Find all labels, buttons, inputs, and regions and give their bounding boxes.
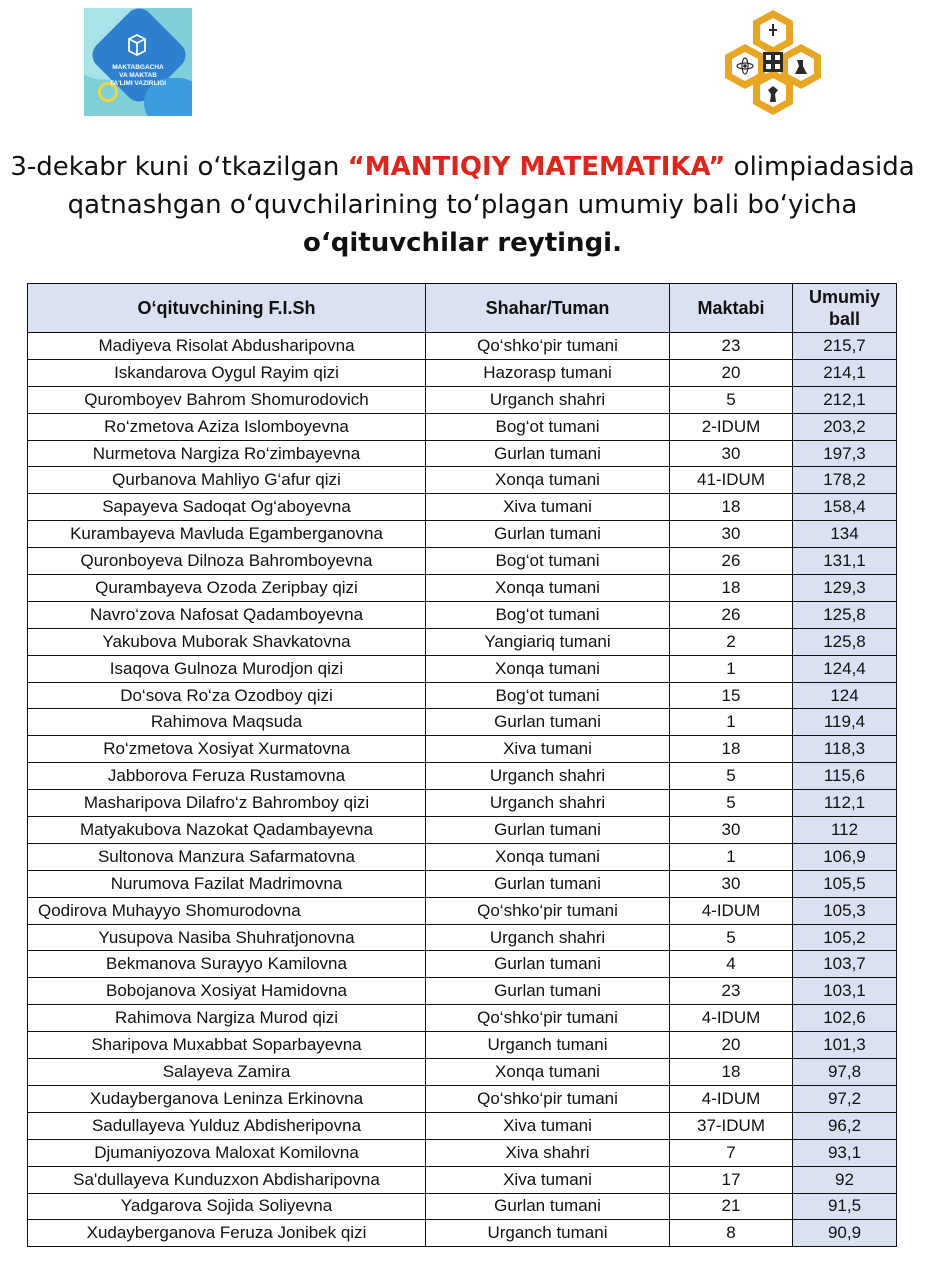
honeycomb-science-emblem-icon bbox=[723, 8, 823, 116]
score-cell: 90,9 bbox=[793, 1220, 897, 1247]
school-cell: 37-IDUM bbox=[670, 1112, 793, 1139]
table-row bbox=[28, 1032, 897, 1059]
district-cell: Yangiariq tumani bbox=[426, 628, 670, 655]
teacher-name-cell: Ro‘zmetova Xosiyat Xurmatovna bbox=[28, 736, 426, 763]
teacher-name-cell: Do‘sova Ro‘za Ozodboy qizi bbox=[28, 682, 426, 709]
table-row bbox=[28, 817, 897, 844]
score-cell: 197,3 bbox=[793, 440, 897, 467]
score-cell: 134 bbox=[793, 521, 897, 548]
table-row bbox=[28, 682, 897, 709]
score-cell: 105,3 bbox=[793, 897, 897, 924]
teacher-name-cell: Sa'dullayeva Kunduzxon Abdisharipovna bbox=[28, 1166, 426, 1193]
school-cell: 1 bbox=[670, 843, 793, 870]
score-cell: 97,2 bbox=[793, 1085, 897, 1112]
teacher-name-cell: Qurbanova Mahliyo G‘afur qizi bbox=[28, 467, 426, 494]
school-cell: 5 bbox=[670, 763, 793, 790]
table-row bbox=[28, 601, 897, 628]
district-cell: Urganch shahri bbox=[426, 386, 670, 413]
title-suffix: olimpiadasida bbox=[725, 152, 915, 182]
school-cell: 30 bbox=[670, 817, 793, 844]
district-cell: Gurlan tumani bbox=[426, 951, 670, 978]
district-cell: Gurlan tumani bbox=[426, 870, 670, 897]
score-cell: 119,4 bbox=[793, 709, 897, 736]
table-row bbox=[28, 709, 897, 736]
school-cell: 21 bbox=[670, 1193, 793, 1220]
table-row bbox=[28, 575, 897, 602]
district-cell: Qo‘shko‘pir tumani bbox=[426, 333, 670, 360]
score-cell: 215,7 bbox=[793, 333, 897, 360]
school-cell: 7 bbox=[670, 1139, 793, 1166]
score-cell: 178,2 bbox=[793, 467, 897, 494]
ministry-logo bbox=[84, 8, 192, 116]
district-cell: Urganch tumani bbox=[426, 1220, 670, 1247]
table-row bbox=[28, 628, 897, 655]
table-row bbox=[28, 1085, 897, 1112]
logo-text-line: TA'LIMI VAZIRLIGI bbox=[109, 80, 167, 87]
score-cell: 93,1 bbox=[793, 1139, 897, 1166]
school-cell: 1 bbox=[670, 655, 793, 682]
score-cell: 158,4 bbox=[793, 494, 897, 521]
teacher-name-cell: Djumaniyozova Maloxat Komilovna bbox=[28, 1139, 426, 1166]
teacher-name-cell: Yadgarova Sojida Soliyevna bbox=[28, 1193, 426, 1220]
header-district: Shahar/Tuman bbox=[426, 284, 670, 333]
score-cell: 115,6 bbox=[793, 763, 897, 790]
district-cell: Xiva tumani bbox=[426, 1112, 670, 1139]
table-row bbox=[28, 978, 897, 1005]
score-cell: 129,3 bbox=[793, 575, 897, 602]
title-line-1 bbox=[0, 148, 925, 186]
teacher-name-cell: Qurambayeva Ozoda Zeripbay qizi bbox=[28, 575, 426, 602]
school-cell: 26 bbox=[670, 548, 793, 575]
logo-text bbox=[84, 64, 192, 88]
school-cell: 18 bbox=[670, 575, 793, 602]
table-row bbox=[28, 951, 897, 978]
score-cell: 97,8 bbox=[793, 1059, 897, 1086]
district-cell: Urganch shahri bbox=[426, 924, 670, 951]
district-cell: Bog‘ot tumani bbox=[426, 601, 670, 628]
district-cell: Gurlan tumani bbox=[426, 709, 670, 736]
school-cell: 23 bbox=[670, 333, 793, 360]
district-cell: Gurlan tumani bbox=[426, 440, 670, 467]
score-cell: 92 bbox=[793, 1166, 897, 1193]
table-row bbox=[28, 897, 897, 924]
district-cell: Gurlan tumani bbox=[426, 521, 670, 548]
table-row bbox=[28, 924, 897, 951]
school-cell: 4 bbox=[670, 951, 793, 978]
district-cell: Xonqa tumani bbox=[426, 467, 670, 494]
score-cell: 212,1 bbox=[793, 386, 897, 413]
school-cell: 18 bbox=[670, 494, 793, 521]
district-cell: Xiva shahri bbox=[426, 1139, 670, 1166]
district-cell: Xiva tumani bbox=[426, 1166, 670, 1193]
district-cell: Qo‘shko‘pir tumani bbox=[426, 1085, 670, 1112]
table-row bbox=[28, 1112, 897, 1139]
teacher-name-cell: Nurumova Fazilat Madrimovna bbox=[28, 870, 426, 897]
header-teacher-name: O‘qituvchining F.I.Sh bbox=[28, 284, 426, 333]
table-row bbox=[28, 1166, 897, 1193]
district-cell: Urganch tumani bbox=[426, 1032, 670, 1059]
teacher-name-cell: Jabborova Feruza Rustamovna bbox=[28, 763, 426, 790]
district-cell: Xonqa tumani bbox=[426, 1059, 670, 1086]
district-cell: Xonqa tumani bbox=[426, 843, 670, 870]
title-line-2: qatnashgan o‘quvchilarining to‘plagan umumiy bali bo‘yicha bbox=[67, 190, 858, 220]
teacher-name-cell: Yakubova Muborak Shavkatovna bbox=[28, 628, 426, 655]
teacher-name-cell: Quronboyeva Dilnoza Bahromboyevna bbox=[28, 548, 426, 575]
district-cell: Bog‘ot tumani bbox=[426, 548, 670, 575]
table-row bbox=[28, 386, 897, 413]
score-cell: 102,6 bbox=[793, 1005, 897, 1032]
score-cell: 125,8 bbox=[793, 601, 897, 628]
table-body bbox=[28, 333, 897, 1247]
district-cell: Hazorasp tumani bbox=[426, 359, 670, 386]
school-cell: 4-IDUM bbox=[670, 897, 793, 924]
score-cell: 112,1 bbox=[793, 790, 897, 817]
school-cell: 15 bbox=[670, 682, 793, 709]
school-cell: 2 bbox=[670, 628, 793, 655]
school-cell: 26 bbox=[670, 601, 793, 628]
school-cell: 1 bbox=[670, 709, 793, 736]
district-cell: Bog‘ot tumani bbox=[426, 682, 670, 709]
school-cell: 18 bbox=[670, 1059, 793, 1086]
table-row bbox=[28, 1059, 897, 1086]
district-cell: Gurlan tumani bbox=[426, 978, 670, 1005]
school-cell: 5 bbox=[670, 386, 793, 413]
district-cell: Qo‘shko‘pir tumani bbox=[426, 897, 670, 924]
teacher-name-cell: Bobojanova Xosiyat Hamidovna bbox=[28, 978, 426, 1005]
teacher-name-cell: Masharipova Dilafro‘z Bahromboy qizi bbox=[28, 790, 426, 817]
district-cell: Xiva tumani bbox=[426, 736, 670, 763]
score-cell: 125,8 bbox=[793, 628, 897, 655]
score-cell: 96,2 bbox=[793, 1112, 897, 1139]
table-row bbox=[28, 359, 897, 386]
table-row bbox=[28, 467, 897, 494]
score-cell: 214,1 bbox=[793, 359, 897, 386]
district-cell: Gurlan tumani bbox=[426, 1193, 670, 1220]
teacher-name-cell: Bekmanova Surayyo Kamilovna bbox=[28, 951, 426, 978]
district-cell: Xonqa tumani bbox=[426, 655, 670, 682]
score-cell: 103,1 bbox=[793, 978, 897, 1005]
table-row bbox=[28, 494, 897, 521]
title-line-3: o‘qituvchilar reytingi. bbox=[303, 228, 622, 258]
school-cell: 8 bbox=[670, 1220, 793, 1247]
table-row bbox=[28, 736, 897, 763]
header-school: Maktabi bbox=[670, 284, 793, 333]
school-cell: 20 bbox=[670, 1032, 793, 1059]
table-row bbox=[28, 548, 897, 575]
logo-text-line: MAKTABGACHA bbox=[112, 64, 164, 71]
school-cell: 30 bbox=[670, 440, 793, 467]
table-row bbox=[28, 521, 897, 548]
school-cell: 5 bbox=[670, 924, 793, 951]
score-cell: 131,1 bbox=[793, 548, 897, 575]
district-cell: Xonqa tumani bbox=[426, 575, 670, 602]
table-row bbox=[28, 413, 897, 440]
school-cell: 5 bbox=[670, 790, 793, 817]
teacher-name-cell: Sharipova Muxabbat Soparbayevna bbox=[28, 1032, 426, 1059]
score-cell: 105,5 bbox=[793, 870, 897, 897]
school-cell: 23 bbox=[670, 978, 793, 1005]
score-cell: 105,2 bbox=[793, 924, 897, 951]
teacher-name-cell: Yusupova Nasiba Shuhratjonovna bbox=[28, 924, 426, 951]
teacher-name-cell: Xudayberganova Leninza Erkinovna bbox=[28, 1085, 426, 1112]
table-row bbox=[28, 1005, 897, 1032]
score-cell: 91,5 bbox=[793, 1193, 897, 1220]
school-cell: 30 bbox=[670, 870, 793, 897]
district-cell: Xiva tumani bbox=[426, 494, 670, 521]
table-header-row bbox=[28, 284, 897, 333]
score-cell: 101,3 bbox=[793, 1032, 897, 1059]
district-cell: Bog‘ot tumani bbox=[426, 413, 670, 440]
score-cell: 112 bbox=[793, 817, 897, 844]
table-row bbox=[28, 1220, 897, 1247]
teacher-name-cell: Xudayberganova Feruza Jonibek qizi bbox=[28, 1220, 426, 1247]
district-cell: Urganch shahri bbox=[426, 763, 670, 790]
teacher-name-cell: Iskandarova Oygul Rayim qizi bbox=[28, 359, 426, 386]
score-cell: 103,7 bbox=[793, 951, 897, 978]
teacher-name-cell: Madiyeva Risolat Abdusharipovna bbox=[28, 333, 426, 360]
book-cube-icon bbox=[124, 32, 150, 58]
page-title bbox=[0, 148, 925, 262]
score-cell: 124 bbox=[793, 682, 897, 709]
teacher-name-cell: Rahimova Maqsuda bbox=[28, 709, 426, 736]
teacher-name-cell: Rahimova Nargiza Murod qizi bbox=[28, 1005, 426, 1032]
teacher-name-cell: Kurambayeva Mavluda Egamberganovna bbox=[28, 521, 426, 548]
table-row bbox=[28, 1193, 897, 1220]
teacher-name-cell: Sadullayeva Yulduz Abdisheripovna bbox=[28, 1112, 426, 1139]
teacher-name-cell: Matyakubova Nazokat Qadambayevna bbox=[28, 817, 426, 844]
teacher-name-cell: Salayeva Zamira bbox=[28, 1059, 426, 1086]
score-cell: 118,3 bbox=[793, 736, 897, 763]
score-cell: 106,9 bbox=[793, 843, 897, 870]
school-cell: 17 bbox=[670, 1166, 793, 1193]
district-cell: Qo‘shko‘pir tumani bbox=[426, 1005, 670, 1032]
district-cell: Urganch shahri bbox=[426, 790, 670, 817]
school-cell: 2-IDUM bbox=[670, 413, 793, 440]
teacher-name-cell: Navro‘zova Nafosat Qadamboyevna bbox=[28, 601, 426, 628]
olympiad-name: “MANTIQIY MATEMATIKA” bbox=[347, 152, 726, 182]
table-row bbox=[28, 763, 897, 790]
school-cell: 4-IDUM bbox=[670, 1005, 793, 1032]
teacher-name-cell: Sultonova Manzura Safarmatovna bbox=[28, 843, 426, 870]
teacher-name-cell: Qodirova Muhayyo Shomurodovna bbox=[28, 897, 426, 924]
table-row bbox=[28, 870, 897, 897]
title-prefix: 3-dekabr kuni o‘tkazilgan bbox=[10, 152, 348, 182]
district-cell: Gurlan tumani bbox=[426, 817, 670, 844]
table-row bbox=[28, 790, 897, 817]
table-row bbox=[28, 655, 897, 682]
teacher-name-cell: Isaqova Gulnoza Murodjon qizi bbox=[28, 655, 426, 682]
table-row bbox=[28, 333, 897, 360]
score-cell: 203,2 bbox=[793, 413, 897, 440]
rating-table bbox=[27, 283, 897, 1247]
teacher-name-cell: Nurmetova Nargiza Ro‘zimbayevna bbox=[28, 440, 426, 467]
school-cell: 30 bbox=[670, 521, 793, 548]
school-cell: 4-IDUM bbox=[670, 1085, 793, 1112]
table-row bbox=[28, 440, 897, 467]
school-cell: 18 bbox=[670, 736, 793, 763]
logo-text-line: VA MAKTAB bbox=[119, 72, 157, 79]
table-row bbox=[28, 1139, 897, 1166]
school-cell: 20 bbox=[670, 359, 793, 386]
teacher-name-cell: Quromboyev Bahrom Shomurodovich bbox=[28, 386, 426, 413]
teacher-name-cell: Sapayeva Sadoqat Og‘aboyevna bbox=[28, 494, 426, 521]
table-row bbox=[28, 843, 897, 870]
score-cell: 124,4 bbox=[793, 655, 897, 682]
teacher-name-cell: Ro‘zmetova Aziza Islomboyevna bbox=[28, 413, 426, 440]
header-total-score: Umumiy ball bbox=[793, 284, 897, 333]
school-cell: 41-IDUM bbox=[670, 467, 793, 494]
